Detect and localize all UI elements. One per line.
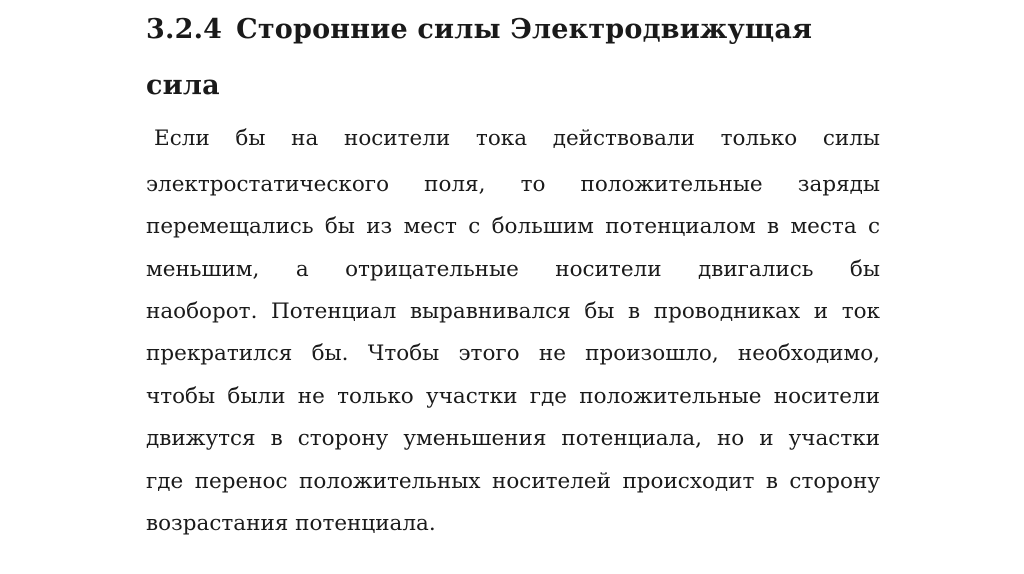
paragraph-line: прекратился бы. Чтобы этого не произошло, необходимо, bbox=[146, 341, 880, 366]
paragraph-line: электростатического поля, то положительные заряды bbox=[146, 172, 880, 197]
section-heading-continued bbox=[146, 70, 886, 101]
section-number: 3.2.4 bbox=[146, 14, 223, 45]
paragraph-line: движутся в сторону уменьшения потенциала, но и участки bbox=[146, 426, 880, 451]
paragraph-line: перемещались бы из мест с большим потенциалом в места с bbox=[146, 214, 880, 239]
paragraph-line: где перенос положительных носителей происходит в сторону bbox=[146, 469, 880, 494]
paragraph-line: наоборот. Потенциал выравнивался бы в проводниках и ток bbox=[146, 299, 880, 324]
section-title-line-2: сила bbox=[146, 70, 220, 101]
paragraph-line: возрастания потенциала. bbox=[146, 511, 436, 536]
section-heading bbox=[146, 14, 886, 45]
paragraph-line: меньшим, а отрицательные носители двигались бы bbox=[146, 257, 880, 282]
paragraph-line: чтобы были не только участки где положительные носители bbox=[146, 384, 880, 409]
section-title-line-1: Сторонние силы Электродвижущая bbox=[236, 14, 813, 45]
paragraph-line: Если бы на носители тока действовали только силы bbox=[154, 126, 880, 151]
